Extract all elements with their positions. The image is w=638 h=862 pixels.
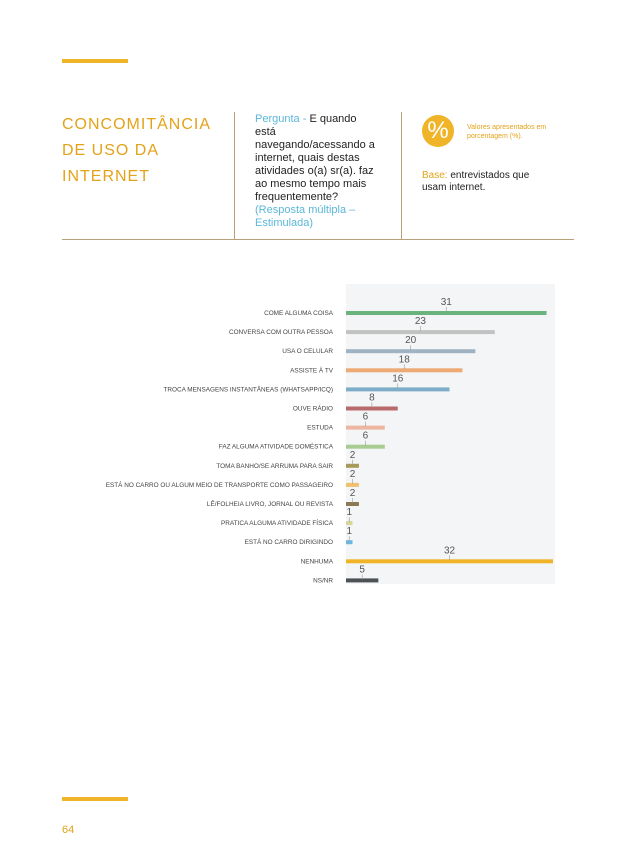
value-label: 1 [346, 526, 353, 538]
value-label: 31 [440, 297, 452, 308]
bottom-accent-bar [62, 797, 128, 801]
value-label: 2 [349, 488, 356, 499]
question-text: E quando está navegando/acessando a internet, quais destas atividades o(a) sr(a). faz ao mesmo tempo mais frequentemente? [255, 113, 375, 203]
percent-icon: % [422, 115, 454, 147]
value-label: 1 [346, 507, 353, 519]
category-label: ESTÁ NO CARRO DIRIGINDO [244, 539, 333, 547]
category-label: ESTUDA [307, 424, 333, 432]
section-title: CONCOMITÂNCIA DE USO DA INTERNET [62, 116, 211, 185]
base-text: entrevistados que usam internet. [422, 170, 530, 193]
category-label: FAZ ALGUMA ATIVIDADE DOMÉSTICA [218, 443, 333, 451]
category-label: TOMA BANHO/SE ARRUMA PARA SAIR [216, 462, 333, 470]
question-note: (Resposta múltipla – Estimulada) [255, 204, 356, 229]
value-label: 6 [362, 430, 369, 442]
category-label: NS/NR [313, 577, 333, 585]
category-label: OUVE RÁDIO [292, 405, 333, 413]
base-label: Base: [422, 170, 448, 181]
category-label: TROCA MENSAGENS INSTANTÂNEAS (WHATSAPP/ICQ) [163, 386, 333, 394]
category-label: ESTÁ NO CARRO OU ALGUM MEIO DE TRANSPORTE COMO PASSAGEIRO [105, 481, 333, 489]
value-label: 16 [392, 373, 404, 385]
percent-note: Valores apresentados em porcentagem (%). [467, 124, 547, 140]
value-label: 5 [359, 564, 365, 576]
value-label: 6 [362, 411, 369, 423]
category-label: USA O CELULAR [282, 348, 333, 356]
category-label: PRATICA ALGUMA ATIVIDADE FÍSICA [221, 520, 333, 528]
chart-panel [346, 284, 555, 584]
category-label: NENHUMA [300, 558, 333, 566]
category-label: COME ALGUMA COISA [264, 310, 333, 317]
value-label: 8 [369, 392, 375, 404]
question-label: Pergunta - [255, 113, 307, 125]
value-label: 32 [443, 545, 456, 557]
category-label: CONVERSA COM OUTRA PESSOA [228, 329, 333, 337]
category-label: ASSISTE À TV [290, 367, 333, 375]
value-label: 2 [349, 449, 356, 461]
category-label: LÊ/FOLHEIA LIVRO, JORNAL OU REVISTA [206, 501, 333, 508]
value-label: 23 [414, 316, 426, 328]
value-label: 18 [398, 354, 410, 366]
value-label: 20 [405, 335, 417, 347]
value-label: 2 [349, 468, 356, 480]
page-number: 64 [62, 824, 75, 836]
